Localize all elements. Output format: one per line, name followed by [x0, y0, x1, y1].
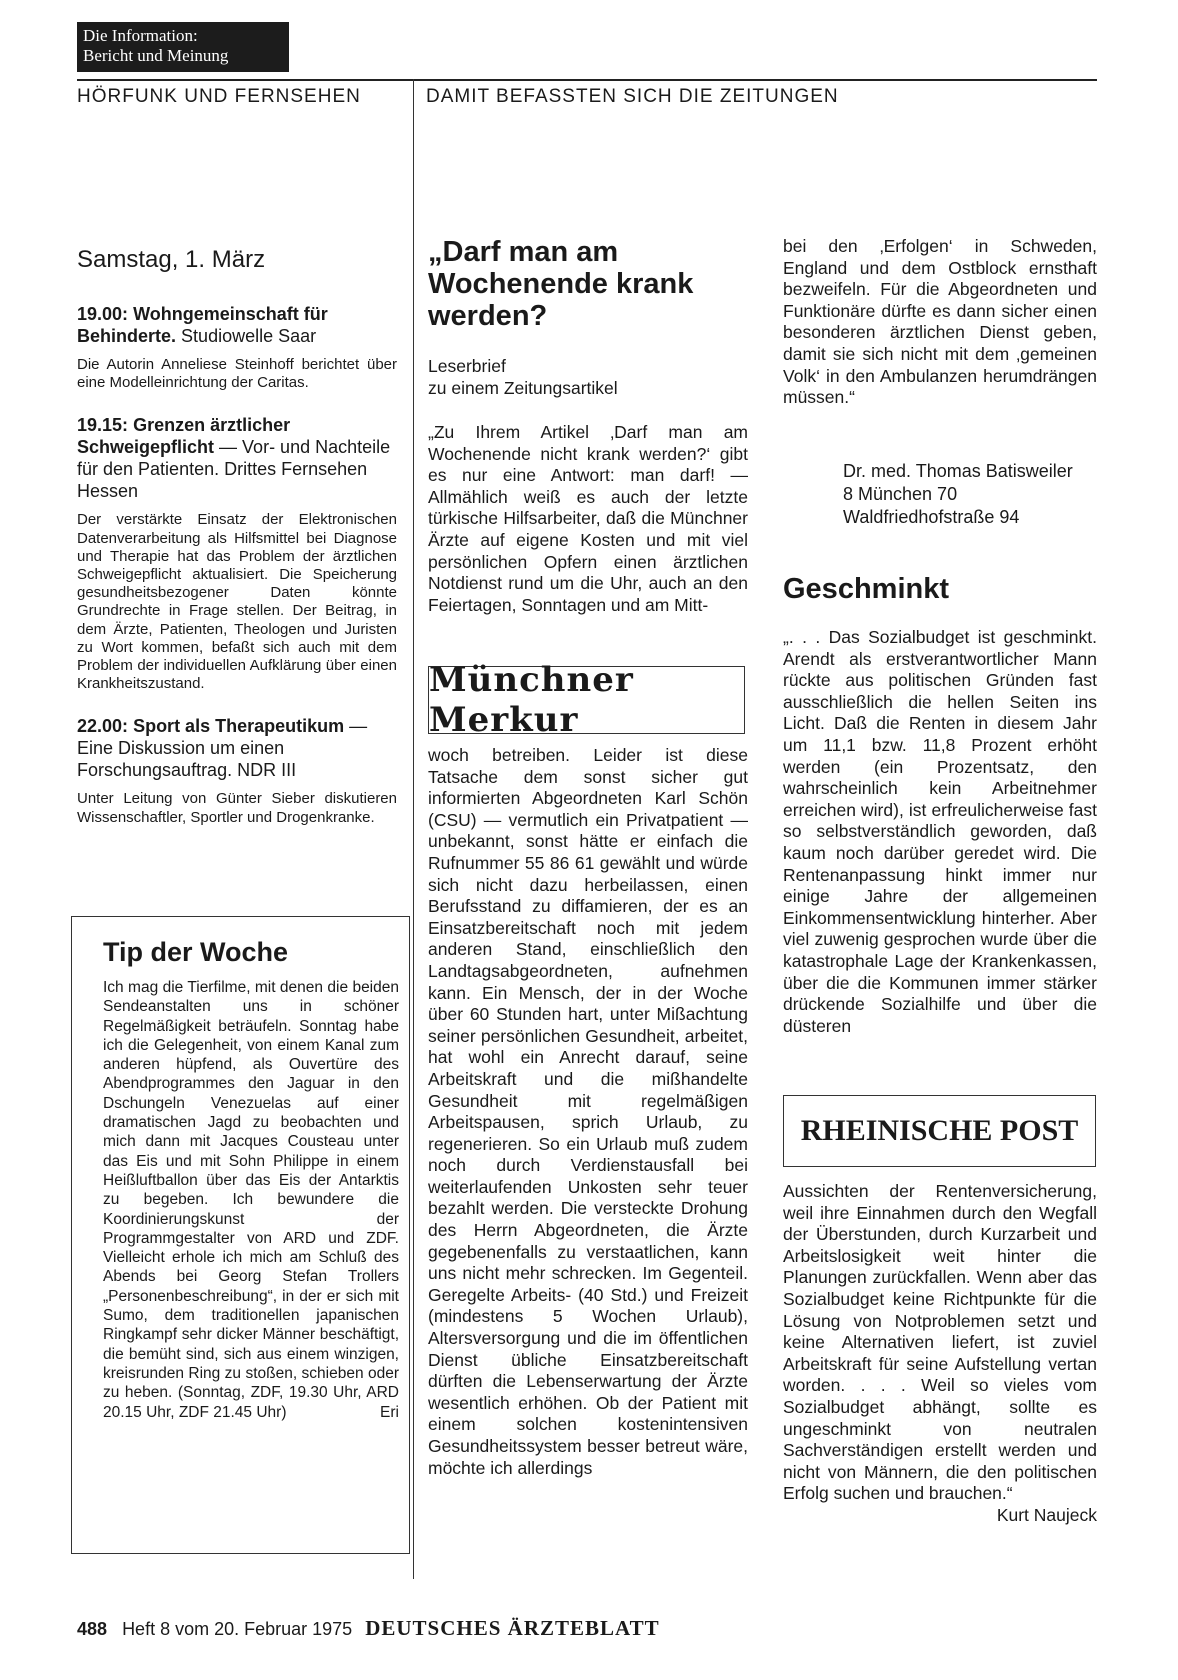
column-divider [413, 79, 414, 1579]
program-time: 19.00: [77, 304, 129, 324]
section-badge [77, 22, 289, 72]
program-title: Grenzen ärztlicher Schweigepflicht [77, 415, 291, 458]
program-heading [77, 414, 397, 502]
article1-kicker [428, 356, 748, 399]
kicker-line-2: zu einem Zeitungsartikel [428, 377, 618, 398]
article1-signature [843, 460, 1097, 529]
badge-line-2: Bericht und Meinung [83, 46, 229, 65]
program-entry [77, 414, 397, 693]
tip-author: Eri [380, 1403, 399, 1421]
program-title: Sport als Therapeutikum [133, 716, 345, 737]
article1-headline: „Darf man am Wochenende krank werden? [428, 236, 694, 332]
program-channel: Studiowelle Saar [181, 326, 317, 346]
program-title: Wohngemeinschaft für Behinderte. [77, 304, 328, 346]
section-title-broadcast: HÖRFUNK UND FERNSEHEN [77, 86, 361, 107]
top-rule [77, 79, 1097, 81]
program-time: 19.15: [77, 415, 129, 436]
listing-date: Samstag, 1. März [77, 246, 266, 273]
tip-text [103, 978, 399, 1422]
program-description: Unter Leitung von Günter Sieber diskutieren Wissenschaftler, Sportler und Drogenkranke. [77, 790, 397, 826]
newspaper-logo-rheinische-post: RHEINISCHE POST [783, 1095, 1096, 1167]
tip-body: Ich mag die Tierfilme, mit denen die beiden Sendeanstalten uns in schöner Regelmäßigkeit beträufeln. Sonntag habe ich die Gelegenheit, von einem Kanal zum anderen hüpfend, als Ouvertüre des Abendprogrammes den Jaguar in den Dschungeln Venezuelas auf einer dramatischen Jagd zu beobachten und mich dann mit Jacques Cousteau unter das Eis und mit Sohn Philippe in einem Heißluftballon über das Eis der Antarktis zu begeben. Ich bewundere die Koordinierungskunst der Programmgestalter von ARD und ZDF. Vielleicht erhole ich mich am Schluß des Abends bei Georg Stefan Trollers „Personenbeschreibung“, in der er sich mit Sumo, dem traditionellen japanischen Ringkampf sehr dicker Männer beschäftigt, die bemüht sind, sich aus einem winzigen, kreisrunden Ring zu stoßen, schieben oder zu heben. (Sonntag, ZDF, 19.30 Uhr, ARD 20.15 Uhr, ZDF 21.45 Uhr) [103, 979, 399, 1421]
program-entry [77, 303, 397, 392]
issue-info: Heft 8 vom 20. Februar 1975 [122, 1619, 353, 1639]
section-title-newspapers: DAMIT BEFASSTEN SICH DIE ZEITUNGEN [426, 86, 839, 107]
article1-body-part2: woch betreiben. Leider ist diese Tatsache dem sonst sicher gut informierten Abgeordneten Karl Schön (CSU) — vermutlich ein Privatpatient — unbekannt, sonst hätte er einfach die Rufnummer 55 86 61 gewählt und würde sich nicht dazu herbeilassen, einen Berufsstand zu diffamieren, der es an Einsatzbereitschaft noch mit jedem anderen Stand, einschließlich den Landtagsabgeordneten, aufnehmen kann. Ein Mensch, der in der Woche über 60 Stunden hart, unter Mißachtung seiner persönlichen Gesundheit, arbeitet, hat wohl ein Anrecht darauf, seine Arbeitskraft und die mißhandelte Gesundheit mit regelmäßigen Arbeitspausen, sprich Urlaub, zu regenerieren. So ein Urlaub muß zudem noch durch Verdienstausfall bei weiterlaufenden Unkosten sehr teuer bezahlt werden. Die versteckte Drohung des Herrn Abgeordneten, die Ärzte gegebenenfalls zu verstaatlichen, kann uns nicht mehr schrecken. Im Gegenteil. Geregelte Arbeits- (40 Std.) und Freizeit (mindestens 5 Wochen Urlaub), Altersversorgung und die im öffentlichen Dienst übliche Einsatzbereitschaft dürften die Lebenserwartung der Ärzte wesentlich erhöhen. Ob der Patient mit einem solchen kostenintensiven Gesundheitssystem besser betreut wäre, möchte ich allerdings [428, 745, 748, 1478]
tip-of-week-box [71, 916, 410, 1554]
program-heading [77, 303, 397, 347]
tip-heading: Tip der Woche [103, 937, 289, 967]
badge-line-1: Die Information: [83, 26, 198, 45]
magazine-name: DEUTSCHES ÄRZTEBLATT [365, 1616, 660, 1640]
kicker-line-1: Leserbrief [428, 356, 506, 376]
article2-body-text: Aussichten der Rentenversicherung, weil ihre Einnahmen durch den Wegfall der Überstunden, durch Kurzarbeit und Arbeitslosigkeit weit hinter die Planungen zurückfallen. Wenn aber das Sozialbudget keine Richtpunkte für die Lösung von Notproblemen setzt und keine Alternativen liefert, ist zuviel Arbeitskraft für seine Aufstellung vertan worden. . . . Weil so vieles vom Sozialbudget abhängt, sollte es ungeschminkt von neutralen Sachverständigen erstellt werden und nicht von Männern, die den politischen Erfolg suchen und brauchen.“ [783, 1181, 1097, 1504]
article2-body-part1: „. . . Das Sozialbudget ist geschminkt. Arendt als erstverantwortlicher Mann rückte aus politischen Gründen fast ausschließlich die hellen Seiten ins Licht. Daß die Renten in diesem Jahr um 11,1 bzw. 11,8 Prozent erhöht werden (ein Prozentsatz, den wahrscheinlich kein Arbeitnehmer erreichen wird), ist erfreulicherweise fast so selbstverständlich geworden, daß kaum noch darüber geredet wird. Die Rentenanpassung hinkt immer nur einige Jahre der allgemeinen Einkommensentwicklung hinterher. Aber viel zuwenig gesprochen wurde über die katastrophale Lage der Krankenkassen, über die die Kommunen immer stärker drückende Sozialhilfe und über die düsteren [783, 627, 1097, 1036]
article1-body-part3: bei den ‚Erfolgen‘ in Schweden, England und dem Ostblock ernsthaft bezweifeln. Für die Abgeordneten und Funktionäre dürfte es dann sicher einen besonderen ärztlichen Dienst geben, damit sie sich nicht mit dem ‚gemeinen Volk‘ in den Ambulanzen herumdrängen müssen.“ [783, 236, 1097, 408]
signature-city: 8 München 70 [843, 484, 958, 504]
signature-street: Waldfriedhofstraße 94 [843, 507, 1020, 527]
article2-headline: Geschminkt [783, 573, 949, 605]
page-footer [77, 1616, 660, 1641]
page-number: 488 [77, 1619, 108, 1639]
article2-body-part2 [783, 1181, 1097, 1527]
program-entry [77, 715, 397, 826]
program-description: Der verstärkte Einsatz der Elektronischen Datenverarbeitung als Hilfsmittel bei Diagnose und Therapie hat das Problem der ärztlichen Schweigepflicht aktualisiert. Die Speicherung gesundheitsbezogener Daten könnte Grundrechte in Frage stellen. Der Beitrag, in dem Ärzte, Patienten, Theologen und Juristen zu Wort kommen, befaßt sich auch mit dem Problem der individuellen Aufklärung über einen Krankheitszustand. [77, 511, 397, 693]
program-channel: — Vor- und Nachteile für den Patienten. Drittes Fernsehen Hessen [77, 437, 391, 502]
program-heading [77, 715, 397, 781]
newspaper-logo-muenchner-merkur: Münchner Merkur [428, 666, 745, 734]
program-channel: — Eine Diskussion um einen Forschungsauftrag. NDR III [77, 716, 368, 781]
article2-author: Kurt Naujeck [996, 1504, 1097, 1525]
program-time: 22.00: [77, 716, 129, 737]
program-listings [77, 303, 397, 849]
program-description: Die Autorin Anneliese Steinhoff berichtet über eine Modelleinrichtung der Caritas. [77, 356, 397, 392]
article1-body-part1: „Zu Ihrem Artikel ‚Darf man am Wochenende nicht krank werden?‘ gibt es nur eine Antwort: man darf! — Allmählich weiß es auch der letzte türkische Hilfsarbeiter, daß die Münchner Ärzte auf eigene Kosten und mit viel persönlichen Opfern einen ärztlichen Notdienst rund um die Uhr, auch an den Feiertagen, Sonntagen und am Mitt- [428, 422, 748, 615]
signature-name: Dr. med. Thomas Batisweiler [843, 461, 1073, 481]
